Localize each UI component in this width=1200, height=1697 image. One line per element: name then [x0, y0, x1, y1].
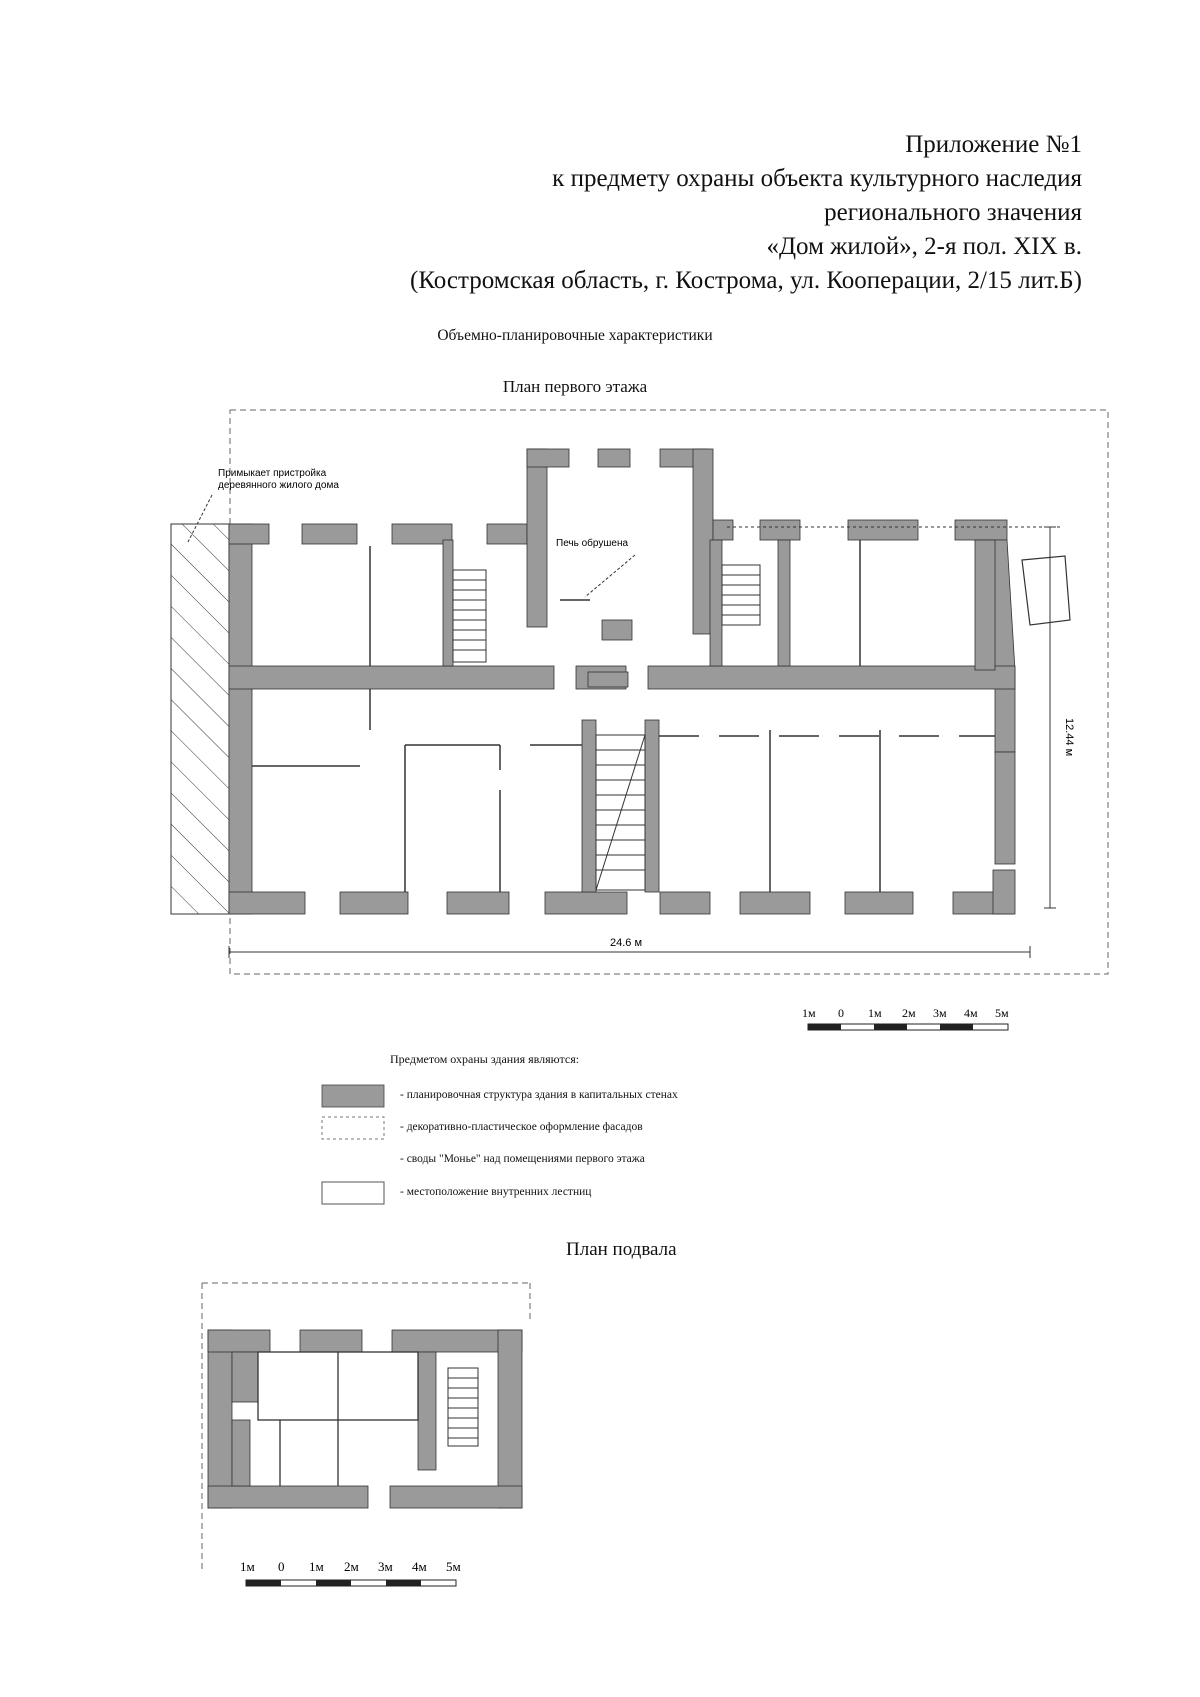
basement-scale-bar [240, 1559, 461, 1586]
header-line-2: к предмету охраны объекта культурного наследия [552, 165, 1082, 192]
scale-label: 0 [838, 1006, 844, 1020]
legend-swatch-walls [322, 1085, 384, 1107]
legend-title: Предметом охраны здания являются: [390, 1052, 580, 1066]
central-piers [588, 620, 632, 687]
legend-swatches [322, 1085, 384, 1204]
legend-item-facades: - декоративно-пластическое оформление фасадов [400, 1121, 643, 1133]
basement-plan [202, 1283, 530, 1572]
first-floor-plan-title: План первого этажа [502, 377, 648, 396]
extension-annotation-line-1: Примыкает пристройка [218, 468, 327, 479]
stove-annotation: Печь обрушена [556, 538, 629, 549]
section-subtitle: Объемно-планировочные характеристики [437, 327, 713, 344]
scale-label: 0 [278, 1559, 285, 1574]
header-line-5: (Костромская область, г. Кострома, ул. Кооперации, 2/15 лит.Б) [410, 267, 1082, 294]
scale-label: 4м [964, 1006, 978, 1020]
entrance-porch [1022, 556, 1070, 625]
scale-label: 3м [378, 1559, 393, 1574]
header-line-4: «Дом жилой», 2-я пол. XIX в. [766, 233, 1082, 260]
scale-label: 1м [309, 1559, 324, 1574]
interior-partitions [252, 540, 995, 892]
basement-stairs [448, 1368, 478, 1446]
legend-item-vaults: - своды "Монье" над помещениями первого этажа [400, 1153, 645, 1165]
header-line-3: регионального значения [824, 199, 1082, 226]
height-dimension-label: 12.44 м [1063, 718, 1075, 757]
first-floor-scale-bar [802, 1006, 1009, 1030]
scale-label: 2м [902, 1006, 916, 1020]
basement-plan-title: План подвала [566, 1239, 677, 1260]
scale-label: 3м [933, 1006, 947, 1020]
legend-item-stairs: - местоположение внутренних лестниц [400, 1186, 592, 1198]
plan-frame [230, 410, 1108, 974]
scale-label: 2м [344, 1559, 359, 1574]
legend-swatch-facades [322, 1117, 384, 1139]
scale-label: 1м [868, 1006, 882, 1020]
legend-item-walls: - планировочная структура здания в капитальных стенах [400, 1089, 678, 1101]
basement-partitions [258, 1352, 418, 1486]
basement-walls [208, 1330, 522, 1508]
adjoining-extension-hatch [171, 524, 229, 914]
width-dimension-label: 24.6 м [610, 937, 643, 949]
scale-label: 5м [446, 1559, 461, 1574]
extension-annotation-line-2: деревянного жилого дома [218, 480, 339, 491]
legend-swatch-stairs [322, 1182, 384, 1204]
header-line-1: Приложение №1 [905, 131, 1082, 158]
scale-label: 5м [995, 1006, 1009, 1020]
stove-annotation-leader [585, 555, 635, 597]
first-floor-plan [171, 410, 1108, 974]
scale-label: 1м [240, 1559, 255, 1574]
scale-label: 4м [412, 1559, 427, 1574]
scale-label: 1м [802, 1006, 816, 1020]
